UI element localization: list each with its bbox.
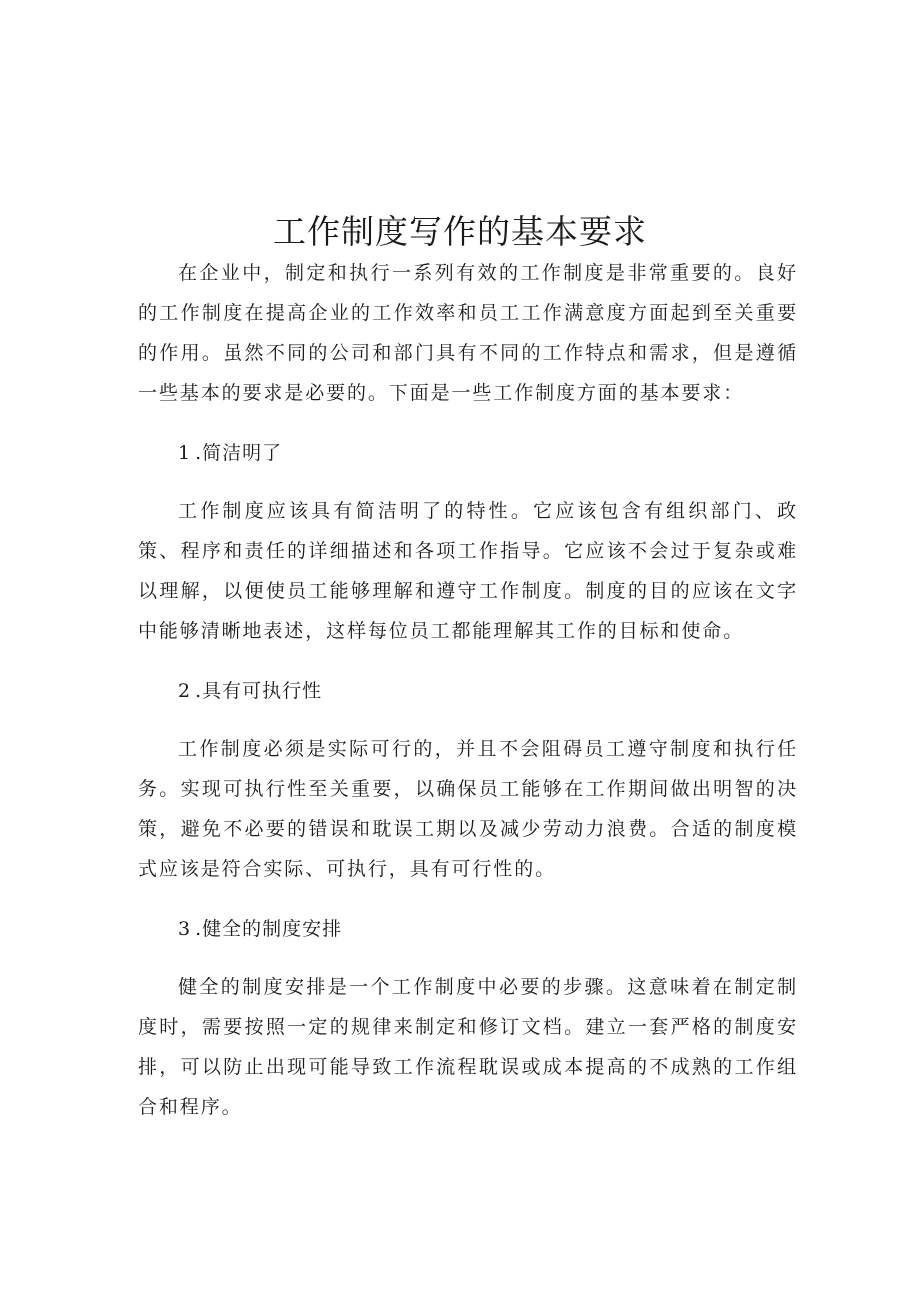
section-heading-1 [138,433,798,473]
document-body [138,253,798,1127]
section-heading-3 [138,909,798,949]
spacer [138,413,798,433]
section-heading-2 [138,671,798,711]
section-number: 1 [178,442,192,464]
section-body-3: 健全的制度安排是一个工作制度中必要的步骤。这意味着在制定制度时，需要按照一定的规律来制定和修订文档。建立一套严格的制度安排，可以防止出现可能导致工作流程耽误或成本提高的不成熟的工作组合和程序。 [138,976,798,1118]
section-title: .健全的制度安排 [195,918,343,940]
section-title: .具有可执行性 [195,680,323,702]
spacer [138,949,798,967]
section-number: 3 [178,918,192,940]
spacer [138,889,798,909]
spacer [138,473,798,491]
document-title: 工作制度写作的基本要求 [273,212,647,251]
intro-paragraph: 在企业中，制定和执行一系列有效的工作制度是非常重要的。良好的工作制度在提高企业的工作效率和员工工作满意度方面起到至关重要的作用。虽然不同的公司和部门具有不同的工作特点和需求，但是遵循一些基本的要求是必要的。下面是一些工作制度方面的基本要求： [138,262,798,404]
spacer [138,651,798,671]
section-body-2: 工作制度必须是实际可行的，并且不会阻碍员工遵守制度和执行任务。实现可执行性至关重要，以确保员工能够在工作期间做出明智的决策，避免不必要的错误和耽误工期以及减少劳动力浪费。合适的制度模式应该是符合实际、可执行，具有可行性的。 [138,738,798,880]
section-body-1: 工作制度应该具有简洁明了的特性。它应该包含有组织部门、政策、程序和责任的详细描述和各项工作指导。它应该不会过于复杂或难以理解，以便使员工能够理解和遵守工作制度。制度的目的应该在文字中能够清晰地表述，这样每位员工都能理解其工作的目标和使命。 [138,500,798,642]
section-number: 2 [178,680,192,702]
section-title: .简洁明了 [195,442,283,464]
spacer [138,711,798,729]
